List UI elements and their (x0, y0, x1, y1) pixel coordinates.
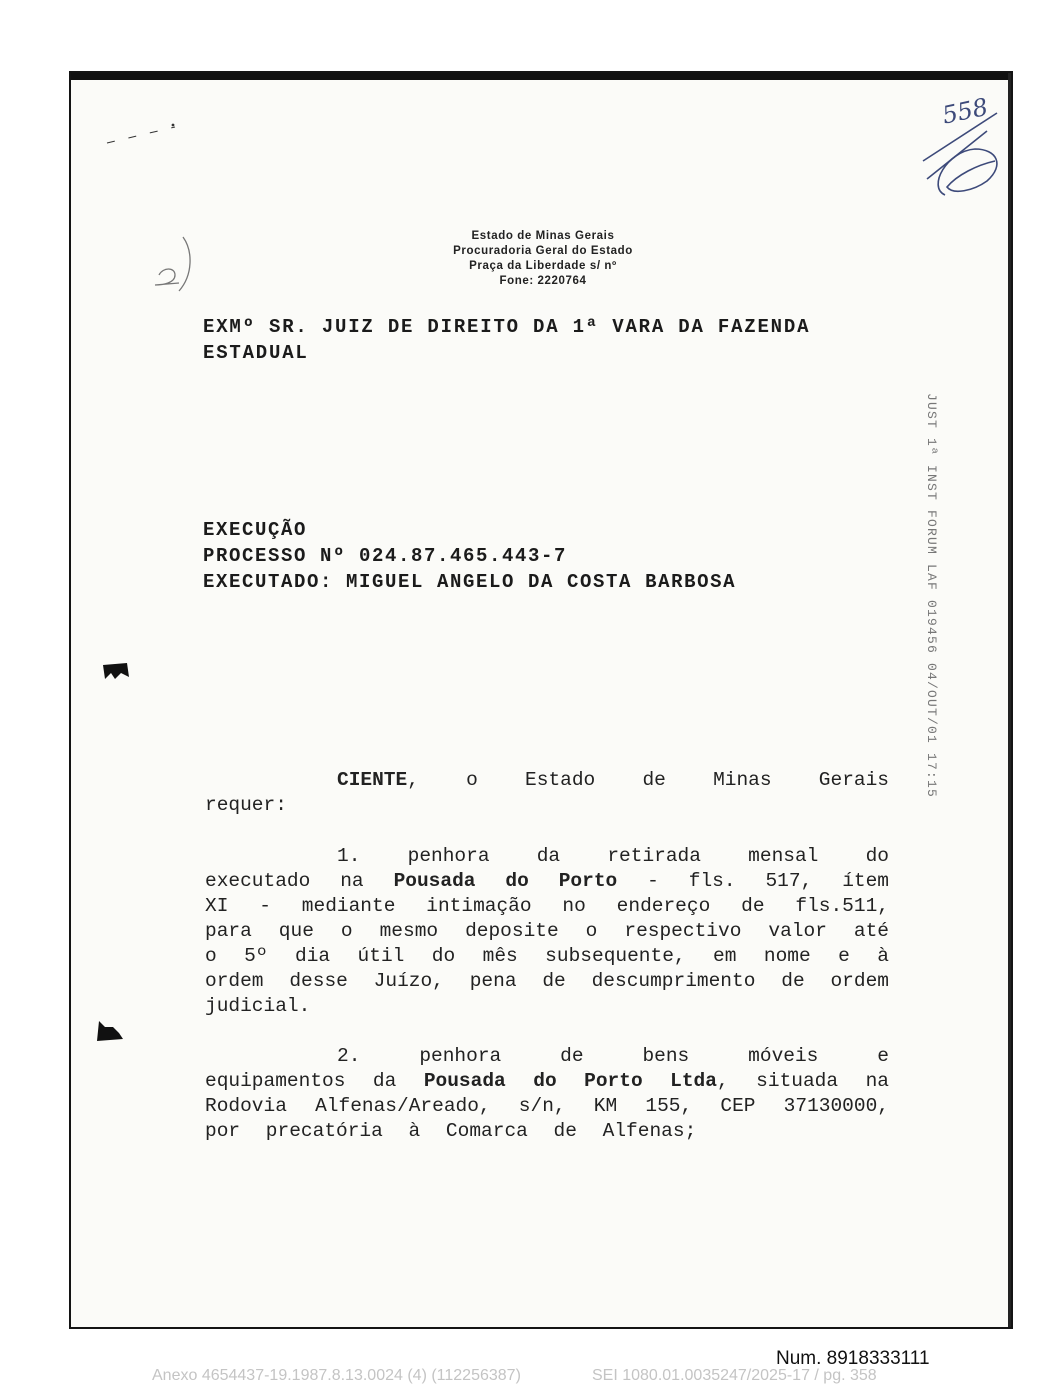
addressee-heading (203, 314, 903, 366)
item2-bold: Pousada do Porto Ltda (423, 1070, 717, 1092)
scanned-page (69, 71, 1013, 1329)
paragraph-item-2 (205, 1044, 889, 1144)
svg-text:558: 558 (939, 92, 991, 130)
item1-text-b: - fls. 517, ítem XI - mediante intimação no endereço de fls.511, para que o mesmo deposite o respectivo valor até o 5º dia útil do mês subsequente, em nome e à ordem desse Juízo, pena de descumprimento de ordem judicial. (205, 870, 890, 1017)
case-process-number: PROCESSO Nº 024.87.465.443-7 (203, 545, 568, 567)
footer-sei: SEI 1080.01.0035247/2025-17 / pg. 358 (592, 1367, 877, 1384)
letterhead-phone: Fone: 2220764 (499, 275, 587, 287)
receipt-stamp: JUST 1ª INST FORUM LAF 019456 04/OUT/01 17:15 (924, 393, 939, 799)
letterhead-address: Praça da Liberdade s/ nº (469, 260, 617, 272)
item1-text-a: 1. penhora da retirada mensal do executado na (205, 845, 889, 892)
binding-hole-mark (101, 659, 131, 683)
addressee-line-1: EXMº SR. JUIZ DE DIREITO DA 1ª VARA DA FAZENDA (203, 316, 811, 338)
pencil-scribble (105, 117, 185, 147)
handwritten-folio-number (917, 91, 1009, 203)
case-info (203, 517, 736, 595)
item1-bold: Pousada do Porto (393, 870, 618, 892)
letterhead (71, 229, 1013, 289)
item2-text-a: 2. penhora de bens móveis e equipamentos da (205, 1045, 889, 1092)
paragraph-ciente (205, 768, 889, 818)
paragraph-item-1 (205, 844, 889, 1019)
scan-top-edge (71, 73, 1011, 80)
letterhead-office: Procuradoria Geral do Estado (453, 245, 633, 257)
item2-text-b: , situada na Rodovia Alfenas/Areado, s/n, KM 155, CEP 37130000, por precatória à Comarca de Alfenas; (205, 1070, 889, 1142)
letterhead-state: Estado de Minas Gerais (471, 230, 615, 242)
case-type: EXECUÇÃO (203, 519, 308, 541)
ciente-keyword: CIENTE (337, 769, 408, 791)
case-executed-party: EXECUTADO: MIGUEL ANGELO DA COSTA BARBOSA (203, 571, 737, 593)
footer-annex: Anexo 4654437-19.1987.8.13.0024 (4) (112256387) (152, 1367, 521, 1384)
addressee-line-2: ESTADUAL (203, 342, 309, 364)
binding-hole-mark (95, 1019, 125, 1043)
document-number: Num. 8918333111 (776, 1348, 930, 1369)
ciente-text: , o Estado de Minas Gerais requer: (205, 769, 889, 816)
